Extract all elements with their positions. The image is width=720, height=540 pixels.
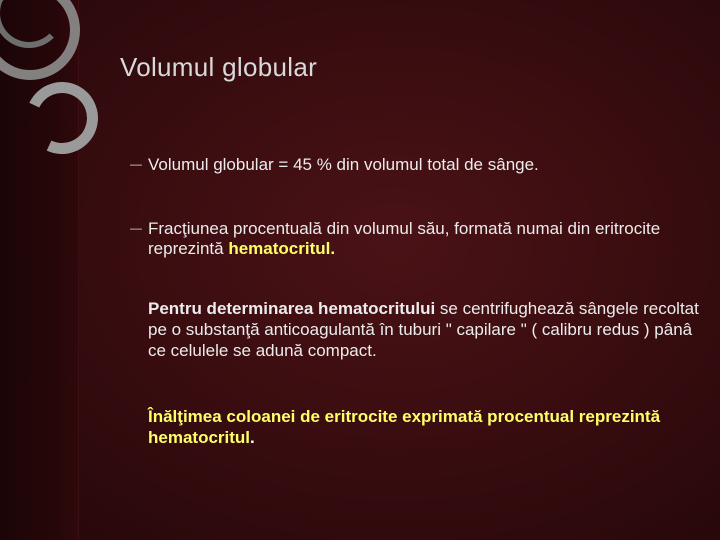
bullet-item-2 (130, 219, 688, 260)
paragraph-determination (148, 298, 708, 361)
paragraph-period: . (250, 428, 255, 448)
bullet-text-1: Volumul globular = 45 % din volumul total de sânge. (148, 155, 539, 174)
bullet-text-2-body: Fracţiunea procentuală din volumul său, formată numai din eritrocite reprezintă (148, 219, 661, 259)
paragraph-column-text: Înălţimea coloanei de eritrocite exprimată procentual reprezintă hematocritul (148, 407, 661, 448)
slide-title: Volumul globular (120, 52, 318, 82)
paragraph-rest: se centrifughează sângele recoltat pe o substanţă anticoagulantă în tuburi " capilare " ( calibru redus ) pânâ ce celulele se adună compact. (148, 299, 699, 361)
dash-bullet-icon: — (130, 157, 142, 171)
bullet-item-1 (130, 155, 688, 175)
bullet-text-2 (148, 219, 688, 260)
hematocrit-highlight: hematocritul. (228, 239, 336, 259)
left-decor-band (0, 0, 79, 540)
paragraph-column-height (148, 406, 708, 448)
dash-bullet-icon: — (130, 221, 142, 235)
paragraph-bold-intro: Pentru determinarea hematocritului (148, 299, 436, 318)
